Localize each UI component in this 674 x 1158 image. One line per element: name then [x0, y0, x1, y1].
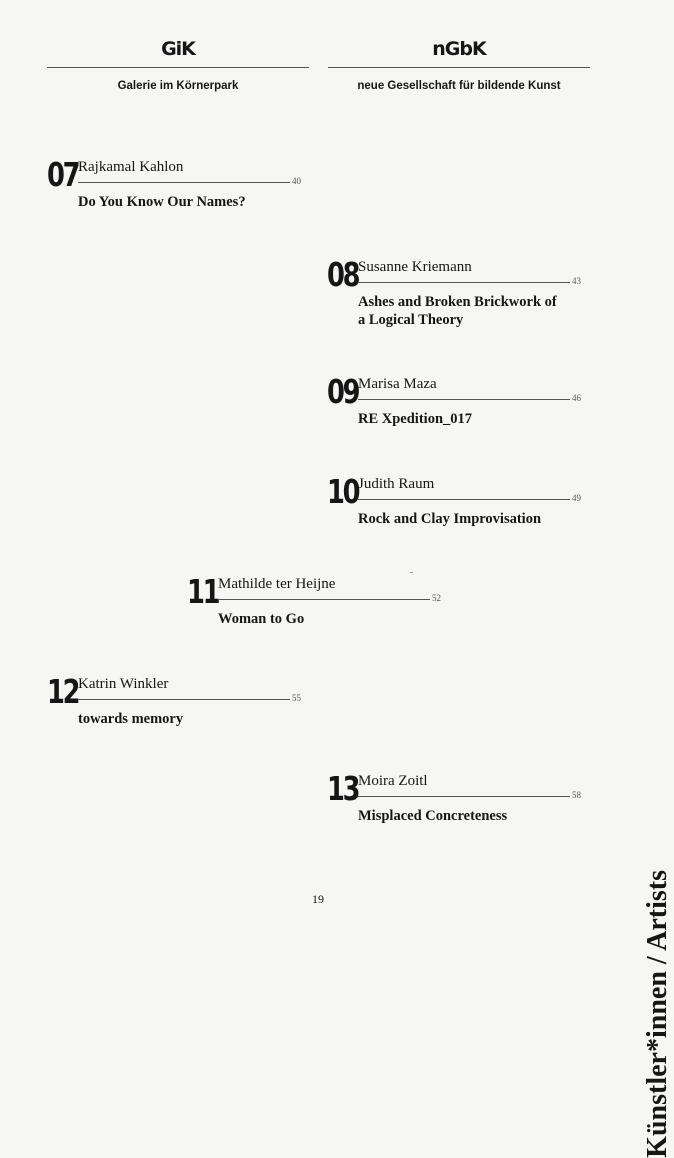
artist-entry-07	[47, 155, 337, 238]
header-rule-right	[328, 67, 590, 68]
artist-entry-12	[47, 672, 337, 755]
page-number: 52	[432, 593, 441, 603]
entry-rule	[358, 499, 570, 500]
artist-entry-08	[327, 255, 617, 338]
page-number: 55	[292, 693, 301, 703]
artist-name: Moira Zoitl	[358, 773, 428, 789]
work-title: Misplaced Concreteness	[358, 808, 508, 824]
header-rule-left	[47, 67, 309, 68]
entry-rule	[218, 599, 430, 600]
artist-name: Marisa Maza	[358, 376, 437, 392]
entry-number: 09	[327, 372, 359, 411]
page-number: 49	[572, 493, 581, 503]
gik-name: Galerie im Körnerpark	[117, 80, 239, 92]
page-number: 58	[572, 790, 581, 800]
work-title: RE Xpedition_017	[358, 411, 473, 427]
work-title: Do You Know Our Names?	[78, 194, 246, 210]
page-number: 46	[572, 393, 581, 403]
work-title: Rock and Clay Improvisation	[358, 511, 542, 527]
entry-number: 08	[327, 255, 359, 294]
artist-name: Katrin Winkler	[78, 676, 169, 692]
entry-rule	[358, 399, 570, 400]
artist-entry-10	[327, 472, 617, 555]
entry-number: 07	[47, 155, 79, 194]
ngbk-logo: nGbK	[432, 38, 486, 60]
artist-entry-11	[187, 572, 477, 655]
gik-logo: GiK	[161, 38, 195, 60]
page-number: 40	[292, 176, 301, 186]
artist-name: Rajkamal Kahlon	[78, 159, 184, 175]
artist-entry-13	[327, 769, 617, 852]
entry-number: 10	[327, 472, 359, 511]
print-speck	[410, 572, 413, 573]
ngbk-name: neue Gesellschaft für bildende Kunst	[357, 80, 561, 92]
entry-number: 13	[327, 769, 359, 808]
artist-name: Judith Raum	[358, 476, 435, 492]
work-title: towards memory	[78, 711, 184, 727]
entry-rule	[78, 699, 290, 700]
work-title: Woman to Go	[218, 611, 305, 627]
entry-rule	[358, 796, 570, 797]
artist-entry-09	[327, 372, 617, 455]
artist-name: Mathilde ter Heijne	[218, 576, 336, 592]
entry-number: 12	[47, 672, 79, 711]
work-title: Ashes and Broken Brickwork of a Logical Theory	[358, 294, 557, 328]
page-number: 43	[572, 276, 581, 286]
entry-rule	[78, 182, 290, 183]
artist-name: Susanne Kriemann	[358, 259, 472, 275]
entry-rule	[358, 282, 570, 283]
entry-number: 11	[187, 572, 219, 611]
section-title: Künstler*innen / Artists	[642, 870, 673, 1158]
page-folio: 19	[312, 892, 324, 906]
